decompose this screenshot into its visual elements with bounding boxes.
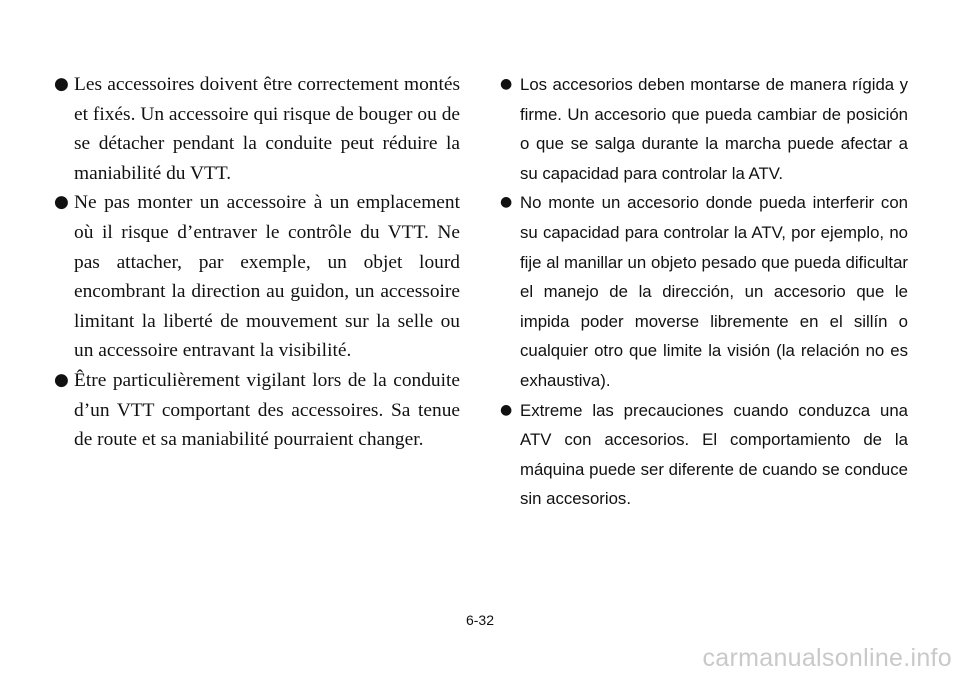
french-bullet-text: Les accessoires doivent être correctement montés et fixés. Un accessoire qui risque de bouger ou de se détacher pendant la conduite peut réduire la maniabilité du VTT. [74,74,460,184]
bullet-icon: ● [54,192,69,213]
bullet-icon: ● [54,369,69,390]
french-bullet-item [54,366,460,455]
spanish-bullet-text: No monte un accesorio donde pueda interferir con su capacidad para controlar la ATV, por ejemplo, no fije al manillar un objeto pesado que pueda dificultar el manejo de la dirección, un accesorio que le impida poder moverse libremente en el sillín o cualquier otro que limite la visión (la relación no es exhaustiva). [520,193,908,390]
spanish-bullet-item [500,188,908,395]
bullet-icon: ● [500,76,513,92]
spanish-bullet-item [500,70,908,188]
bullet-icon: ● [500,194,513,211]
french-bullet-item [54,70,460,188]
watermark: carmanualsonline.info [702,644,952,672]
french-column [54,70,460,455]
spanish-bullet-text: Extreme las precauciones cuando conduzca una ATV con accesorios. El comportamiento de la máquina puede ser diferente de cuando se conduce sin accesorios. [520,400,908,509]
bullet-icon: ● [500,401,513,418]
page-number: 6-32 [465,612,495,628]
french-bullet-text: Ne pas monter un accessoire à un emplacement où il risque d’entraver le contrôle du VTT. Ne pas attacher, par exemple, un objet lourd encombrant la direction au guidon, un accessoire limitant la liberté de mouvement sur la selle ou un accessoire entravant la visibilité. [74,192,460,362]
bullet-icon: ● [54,74,69,94]
spanish-column [500,70,908,514]
spanish-bullet-text: Los accesorios deben montarse de manera rígida y firme. Un accesorio que pueda cambiar de posición o que se salga durante la marcha puede afectar a su capacidad para controlar la ATV. [520,75,908,183]
french-bullet-item [54,188,460,366]
french-bullet-text: Être particulièrement vigilant lors de la conduite d’un VTT comportant des accessoires. Sa tenue de route et sa maniabilité pourraient changer. [74,369,460,451]
spanish-bullet-item [500,396,908,514]
